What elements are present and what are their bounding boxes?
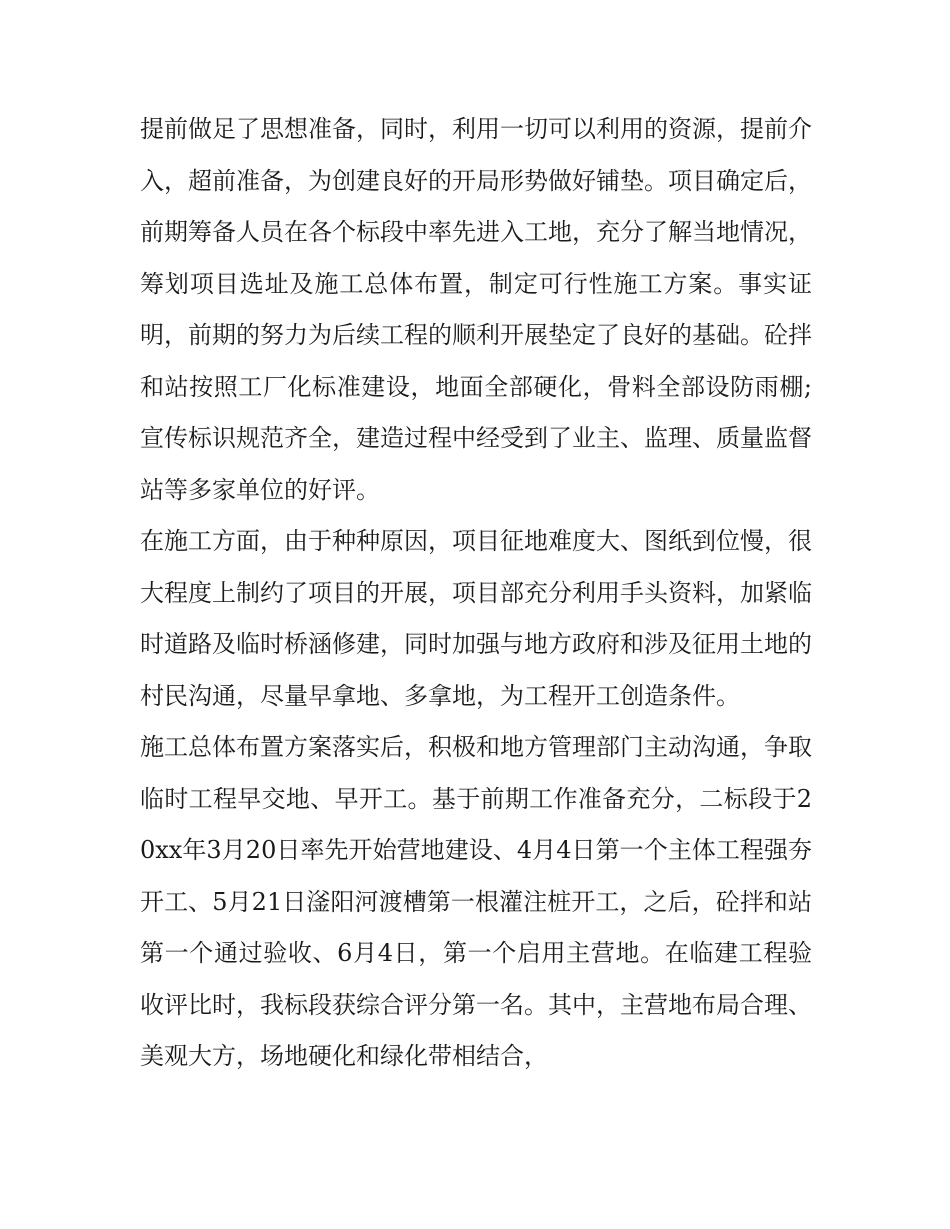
paragraph-1: 提前做足了思想准备，同时，利用一切可以利用的资源，提前介入，超前准备，为创建良好的开局形势做好铺垫。项目确定后，前期筹备人员在各个标段中率先进入工地，充分了解当地情况，筹划项目选址及施工总体布置，制定可行性施工方案。事实证明，前期的努力为后续工程的顺利开展垫定了良好的基础。砼拌和站按照工厂化标准建设，地面全部硬化，骨料全部设防雨棚;宣传标识规范齐全，建造过程中经受到了业主、监理、质量监督站等多家单位的好评。 bbox=[140, 115, 812, 504]
document-body bbox=[140, 104, 812, 1083]
paragraph-2: 在施工方面，由于种种原因，项目征地难度大、图纸到位慢，很大程度上制约了项目的开展，项目部充分利用手头资料，加紧临时道路及临时桥涵修建，同时加强与地方政府和涉及征用土地的村民沟通，尽量早拿地、多拿地，为工程开工创造条件。 bbox=[140, 527, 812, 710]
paragraph-3: 施工总体布置方案落实后，积极和地方管理部门主动沟通，争取临时工程早交地、早开工。基于前期工作准备充分，二标段于20xx年3月20日率先开始营地建设、4月4日第一个主体工程强夯开工、5月21日滏阳河渡槽第一根灌注桩开工，之后，砼拌和站第一个通过验收、6月4日，第一个启用主营地。在临建工程验收评比时，我标段获综合评分第一名。其中，主营地布局合理、美观大方，场地硬化和绿化带相结合， bbox=[140, 733, 812, 1070]
